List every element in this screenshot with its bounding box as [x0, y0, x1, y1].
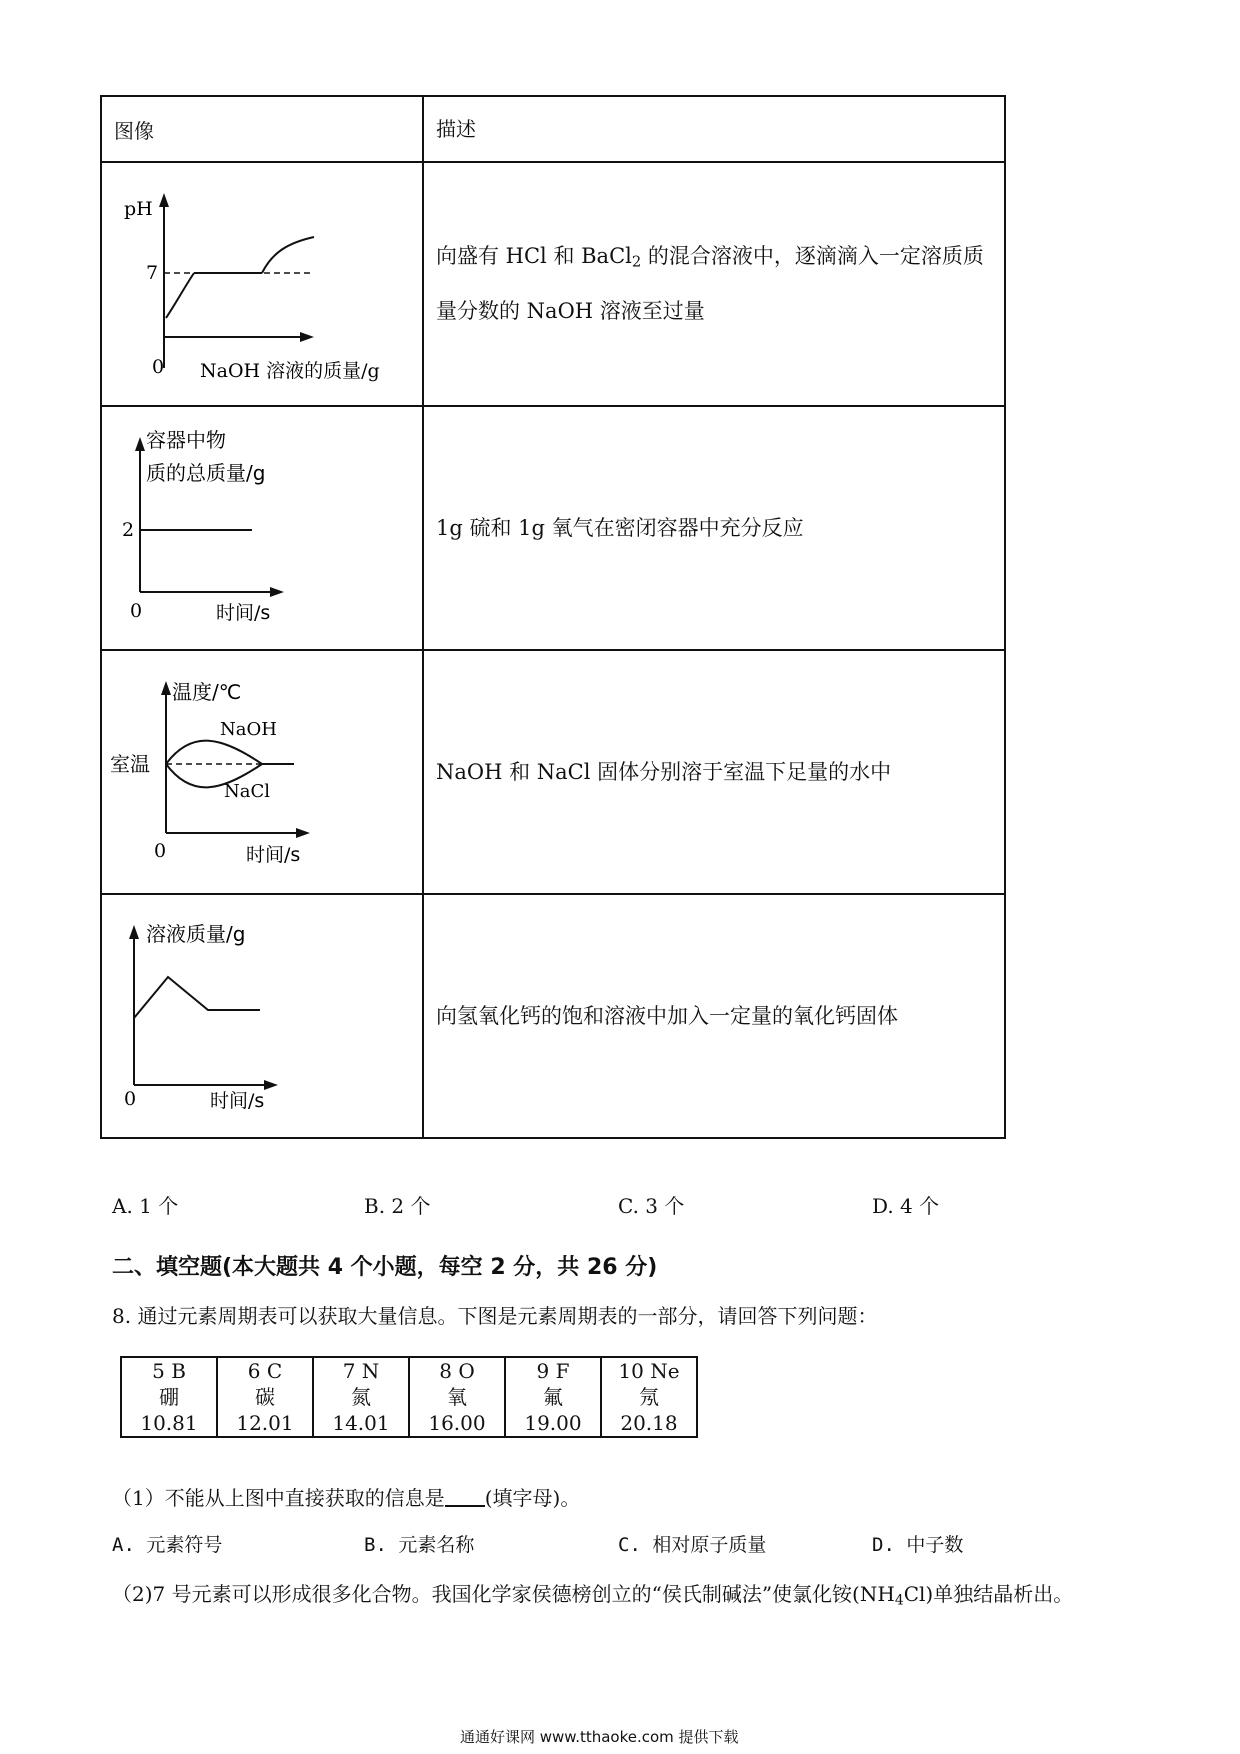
y-axis-arrow — [135, 437, 145, 451]
y-axis-arrow — [161, 681, 171, 695]
description-subscript: 2 — [631, 253, 642, 271]
header-description: 描述 — [423, 96, 1005, 162]
element-cell-c — [217, 1357, 313, 1437]
periodic-table-fragment — [120, 1356, 698, 1438]
element-mass: 10.81 — [140, 1411, 198, 1435]
naoh-curve — [166, 741, 262, 764]
description-cell — [423, 162, 1005, 406]
description-text-post: 的混合溶液中，逐滴滴入一定溶质质量分数的 NaOH 溶液至过量 — [436, 244, 984, 323]
y-axis-label: 溶液质量/g — [146, 922, 246, 946]
y-tick-7: 7 — [146, 262, 159, 284]
description-cell: NaOH 和 NaCl 固体分别溶于室温下足量的水中 — [423, 650, 1005, 894]
sub-question-1 — [112, 1482, 580, 1511]
sub-question-2-text: （2)7 号元素可以形成很多化合物。我国化学家侯德榜创立的“侯氏制碱法”使氯化铵(NH — [112, 1582, 895, 1606]
sub-question-2 — [112, 1578, 1073, 1609]
element-number-symbol: 7 N — [342, 1359, 380, 1383]
temperature-graph — [102, 651, 410, 893]
y-tick-2: 2 — [122, 519, 135, 541]
element-name: 氟 — [543, 1385, 563, 1409]
option-b: B. 2 个 — [364, 1194, 431, 1218]
element-name: 氖 — [639, 1385, 659, 1409]
option-c: C. 3 个 — [618, 1194, 685, 1218]
header-image: 图像 — [101, 96, 423, 162]
description-cell: 1g 硫和 1g 氧气在密闭容器中充分反应 — [423, 406, 1005, 650]
periodic-row — [121, 1357, 697, 1437]
x-axis-label: NaOH 溶液的质量/g — [200, 360, 380, 382]
y-axis-label-1: 容器中物 — [146, 428, 226, 452]
option-d: D. 4 个 — [872, 1194, 940, 1218]
table-row — [101, 650, 1005, 894]
element-cell-ne — [601, 1357, 697, 1437]
element-name: 碳 — [255, 1385, 275, 1409]
table-row — [101, 406, 1005, 650]
x-axis-label: 时间/s — [210, 1090, 265, 1112]
element-mass: 19.00 — [524, 1411, 582, 1435]
question-8-stem: 8. 通过元素周期表可以获取大量信息。下图是元素周期表的一部分，请回答下列问题： — [112, 1304, 878, 1328]
ph-curve-rise — [166, 273, 194, 318]
element-cell-n — [313, 1357, 409, 1437]
origin-label: 0 — [124, 1088, 137, 1110]
x-axis-label: 时间/s — [246, 844, 301, 866]
element-cell-b — [121, 1357, 217, 1437]
origin-label: 0 — [154, 840, 167, 862]
sub-question-1-text: （1）不能从上图中直接获取的信息是 — [112, 1486, 445, 1510]
x-axis-arrow — [296, 828, 310, 838]
y-axis-label-2: 质的总质量/g — [146, 461, 266, 485]
element-number-symbol: 8 O — [439, 1359, 475, 1383]
element-cell-f — [505, 1357, 601, 1437]
sub1-option-c: C. 相对原子质量 — [618, 1534, 767, 1556]
ph-graph — [102, 163, 410, 405]
element-number-symbol: 6 C — [247, 1359, 283, 1383]
element-mass: 16.00 — [428, 1411, 486, 1435]
x-axis-arrow — [264, 1080, 278, 1090]
sub1-option-b: B. 元素名称 — [364, 1534, 475, 1556]
y-axis-arrow — [129, 925, 139, 939]
graph-cell-temperature — [101, 650, 423, 894]
y-axis-arrow — [159, 193, 169, 207]
ph-curve-rise2 — [262, 237, 314, 273]
element-mass: 12.01 — [236, 1411, 294, 1435]
x-axis-arrow — [300, 332, 314, 342]
naoh-curve-label: NaOH — [220, 719, 277, 740]
origin-label: 0 — [130, 600, 143, 622]
graph-cell-ph — [101, 162, 423, 406]
element-mass: 14.01 — [332, 1411, 390, 1435]
table-row — [101, 894, 1005, 1138]
element-name: 氧 — [447, 1385, 467, 1409]
graph-cell-mass — [101, 406, 423, 650]
graph-description-table — [100, 95, 1006, 1139]
section-title: 二、填空题(本大题共 4 个小题，每空 2 分，共 26 分) — [112, 1255, 658, 1280]
sub-question-1-note: (填字母)。 — [484, 1486, 581, 1510]
solution-mass-graph — [102, 895, 410, 1137]
element-number-symbol: 5 B — [152, 1359, 186, 1383]
table-row — [101, 162, 1005, 406]
element-number-symbol: 10 Ne — [618, 1359, 680, 1383]
element-mass: 20.18 — [620, 1411, 678, 1435]
x-axis-arrow — [270, 587, 284, 597]
element-cell-o — [409, 1357, 505, 1437]
x-axis-label: 时间/s — [216, 602, 271, 624]
description-text-pre: 向盛有 HCl 和 BaCl — [436, 244, 632, 269]
element-name: 氮 — [351, 1385, 371, 1409]
sub-question-2-subscript: 4 — [894, 1592, 904, 1609]
option-a: A. 1 个 — [112, 1194, 179, 1218]
answer-blank[interactable] — [445, 1485, 485, 1507]
y-axis-label: pH — [124, 198, 153, 220]
table-header-row — [101, 96, 1005, 162]
origin-label: 0 — [152, 356, 165, 378]
sub-question-2-text-end: Cl)单独结晶析出。 — [903, 1582, 1074, 1606]
description-cell: 向氢氧化钙的饱和溶液中加入一定量的氧化钙固体 — [423, 894, 1005, 1138]
solution-mass-curve — [134, 977, 260, 1018]
sub1-option-d: D. 中子数 — [872, 1534, 964, 1556]
nacl-curve-label: NaCl — [224, 781, 271, 802]
y-axis-label: 温度/℃ — [172, 680, 242, 704]
element-name: 硼 — [159, 1385, 179, 1409]
element-number-symbol: 9 F — [536, 1359, 570, 1383]
page-footer: 通通好课网 www.tthaoke.com 提供下载 — [460, 1728, 739, 1746]
sub1-option-a: A. 元素符号 — [112, 1534, 223, 1556]
mass-graph — [102, 407, 410, 649]
graph-cell-solution-mass — [101, 894, 423, 1138]
room-temp-label: 室温 — [110, 752, 150, 776]
